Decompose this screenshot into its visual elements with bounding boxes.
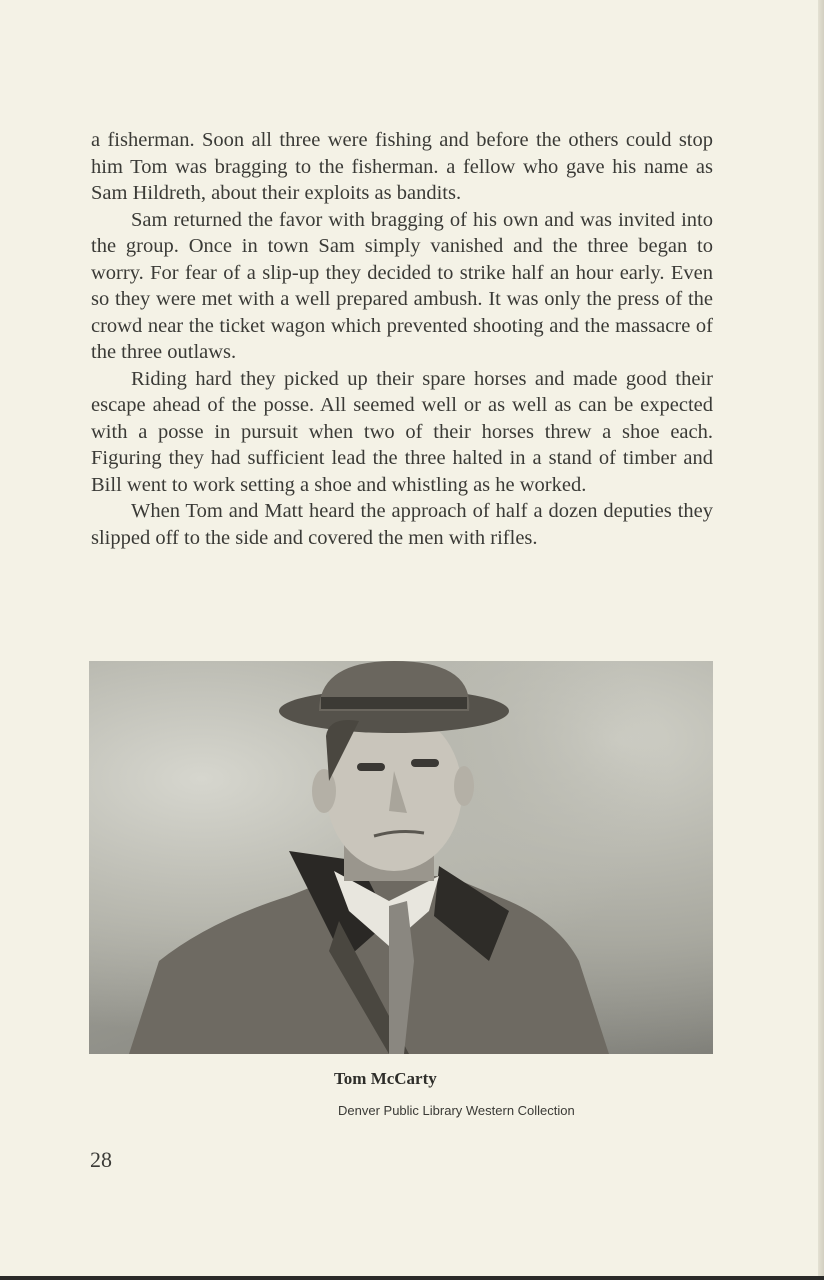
eye-right [411,759,439,767]
photo-caption-name: Tom McCarty [334,1069,437,1088]
paragraph-3: Riding hard they picked up their spare horses and made good their escape ahead of the posse. All seemed well or as well as can be expected with a posse in pursuit when two of their horses threw a shoe each. Figuring they had sufficient lead the three halted in a stand of timber and Bill went to work setting a shoe and whistling as he worked. [91,367,713,496]
paragraph-1: a fisherman. Soon all three were fishing and before the others could stop him Tom was bragging to the fisherman. a fellow who gave his name as Sam Hildreth, about their exploits as bandits. [91,129,713,204]
page-number: 28 [90,1147,112,1172]
eye-left [357,763,385,771]
paragraph-4: When Tom and Matt heard the approach of half a dozen deputies they slipped off to the side and covered the men with rifles. [91,500,713,549]
ear-right [454,766,474,806]
photo-caption-credit: Denver Public Library Western Collection [338,1103,575,1118]
body-text [91,127,713,551]
paragraph-2: Sam returned the favor with bragging of his own and was invited into the group. Once in town Sam simply vanished and the three began to worry. For fear of a slip-up they decided to strike half an hour early. Even so they were met with a well prepared ambush. It was only the press of the crowd near the ticket wagon which prevented shooting and the massacre of the three outlaws. [91,208,713,363]
portrait-illustration [89,661,713,1054]
hat-band [321,697,467,709]
portrait-photo [89,661,713,1054]
page-edge-bottom [0,1276,824,1280]
page-edge-right [818,0,824,1280]
ear-left [312,769,336,813]
